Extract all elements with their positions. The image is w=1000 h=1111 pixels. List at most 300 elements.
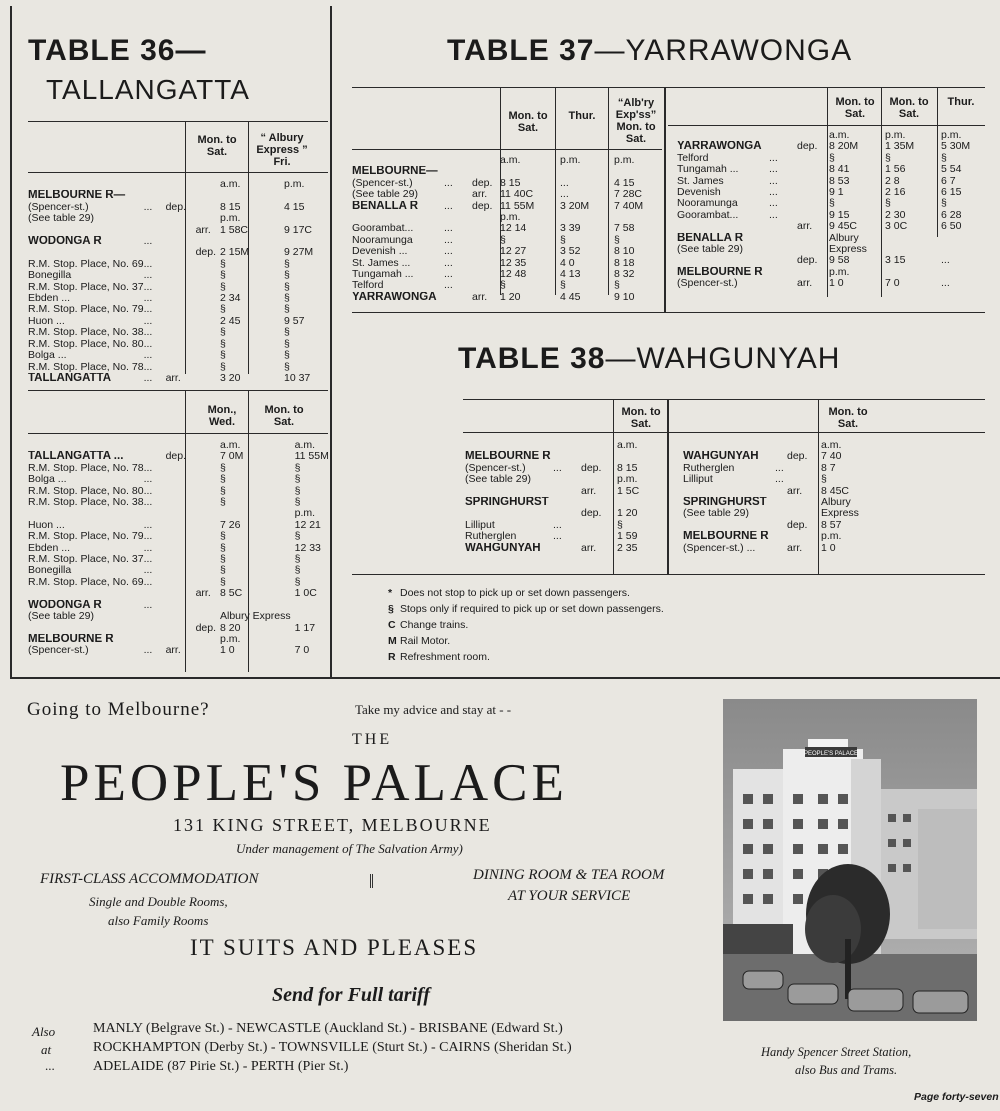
time-cell: § xyxy=(294,473,301,486)
time-cell: § xyxy=(294,530,301,543)
time-cell xyxy=(787,463,817,474)
t37-rule-d xyxy=(352,312,985,313)
time-cell: ... xyxy=(444,279,453,292)
time-cell: 11 40C xyxy=(500,188,534,201)
time-cell: ... xyxy=(143,303,153,316)
time-cell xyxy=(196,645,216,656)
time-cell xyxy=(196,486,216,497)
time-cell: § xyxy=(220,461,226,474)
time-cell xyxy=(196,474,216,485)
t37-right-header-2: Thur. xyxy=(947,96,975,108)
time-cell: ... xyxy=(775,461,784,474)
ad-address: 131 KING STREET, MELBOURNE xyxy=(173,815,492,835)
time-cell: p.m. xyxy=(885,129,906,141)
time-cell: dep. xyxy=(472,199,493,212)
time-cell: 1 56 xyxy=(885,163,906,176)
timetable-row xyxy=(465,486,665,497)
time-cell: § xyxy=(220,280,226,293)
time-cell: a.m. xyxy=(294,439,316,451)
station-cell: R.M. Stop. Place, No. 37 xyxy=(28,281,144,293)
time-cell: 2 35 xyxy=(617,541,638,554)
time-cell: 7 0 xyxy=(885,277,900,290)
time-cell: § xyxy=(829,197,835,210)
t37-right-header-1: Mon. to Sat. xyxy=(889,96,929,120)
legend-symbol: * xyxy=(388,587,393,599)
time-cell xyxy=(196,451,216,462)
legend-symbol: C xyxy=(388,619,396,631)
time-cell xyxy=(166,213,196,224)
time-cell: ... xyxy=(143,337,153,350)
time-cell: 2 15M xyxy=(220,246,250,259)
table36-subtitle: TALLANGATTA xyxy=(46,74,250,105)
time-cell: 9 17C xyxy=(284,223,313,236)
time-cell xyxy=(196,327,216,338)
legend xyxy=(388,585,664,665)
time-cell: Albury xyxy=(829,231,859,244)
station-cell: Bolga ... xyxy=(28,350,67,362)
timetable-row xyxy=(683,474,873,485)
time-cell: ... xyxy=(143,598,153,611)
time-cell: § xyxy=(500,233,506,246)
time-cell: § xyxy=(220,326,226,339)
station-cell xyxy=(28,508,144,519)
time-cell xyxy=(553,497,581,508)
time-cell: 1 20 xyxy=(617,507,638,520)
time-cell: 3 52 xyxy=(560,245,581,258)
time-cell xyxy=(166,554,196,565)
photo-caption-1: Handy Spencer Street Station, xyxy=(761,1045,912,1059)
frame-left xyxy=(10,6,12,678)
legend-symbol: M xyxy=(388,635,397,647)
time-cell xyxy=(166,304,196,315)
time-cell xyxy=(196,339,216,350)
station-cell: TALLANGATTA ... xyxy=(28,451,124,463)
divider-horizontal xyxy=(10,677,1000,679)
time-cell: 9 1 xyxy=(829,186,844,199)
time-cell xyxy=(196,190,216,201)
time-cell: § xyxy=(614,279,620,292)
time-cell xyxy=(291,600,355,611)
station-cell: MELBOURNE R— xyxy=(28,190,126,202)
time-cell xyxy=(166,316,196,327)
station-cell xyxy=(683,520,775,531)
time-cell: ... xyxy=(143,644,153,657)
time-cell xyxy=(444,155,472,166)
time-cell: dep. xyxy=(472,176,493,189)
time-cell xyxy=(937,233,993,244)
t36-bottom-header-0: Mon., Wed. xyxy=(207,404,237,428)
station-cell xyxy=(465,486,553,497)
time-cell: § xyxy=(220,360,226,373)
station-cell: R.M. Stop. Place, No. 80 xyxy=(28,485,144,497)
station-cell: Ebden ... xyxy=(28,542,71,554)
station-cell: (See table 29) xyxy=(28,213,94,225)
station-cell: Lilliput xyxy=(465,519,495,531)
timetable-row xyxy=(28,474,355,485)
time-cell: 2 30 xyxy=(885,208,906,221)
t37-right-header-0: Mon. to Sat. xyxy=(835,96,875,120)
time-cell: § xyxy=(220,257,226,270)
time-cell: 8 53 xyxy=(829,174,850,187)
time-cell xyxy=(769,267,797,278)
t36-rule-b xyxy=(28,172,328,173)
station-cell: Huon ... xyxy=(28,315,65,327)
time-cell: ... xyxy=(143,484,153,497)
time-cell: § xyxy=(284,257,290,270)
station-cell: (See table 29) xyxy=(352,189,418,201)
time-cell: arr. xyxy=(787,484,803,497)
timetable-row xyxy=(28,565,355,576)
time-cell xyxy=(166,508,196,519)
time-cell xyxy=(196,213,216,224)
timetable-row xyxy=(465,508,665,519)
time-cell: 4 0 xyxy=(560,256,575,269)
time-cell: 1 0 xyxy=(220,644,235,657)
station-cell: Nooramunga xyxy=(352,234,413,246)
ad-the: THE xyxy=(352,731,393,748)
time-cell: arr. xyxy=(472,188,488,201)
timetable-row xyxy=(465,474,665,485)
station-cell: (Spencer-st.) xyxy=(28,201,89,213)
table38-right xyxy=(683,440,873,554)
station-cell xyxy=(352,212,444,223)
t38-colrule-mid xyxy=(667,399,669,574)
table37-left xyxy=(352,155,666,303)
time-cell xyxy=(166,565,196,576)
station-cell: Telford xyxy=(352,280,384,292)
time-cell: a.m. xyxy=(220,439,241,451)
time-cell xyxy=(166,531,196,542)
time-cell: § xyxy=(284,269,290,282)
station-cell: WODONGA R xyxy=(28,236,102,248)
time-cell xyxy=(553,486,581,497)
time-cell xyxy=(196,304,216,315)
time-cell: ... xyxy=(143,292,153,305)
time-cell: 1 17 xyxy=(294,621,316,634)
time-cell: ... xyxy=(143,371,153,384)
time-cell: p.m. xyxy=(220,632,241,645)
ad-dots: ... xyxy=(45,1058,55,1073)
legend-item xyxy=(388,649,664,665)
time-cell xyxy=(166,350,196,361)
timetable-row xyxy=(28,623,355,634)
station-cell: R.M. Stop. Place, No. 69 xyxy=(28,576,144,588)
time-cell: 7 26 xyxy=(220,518,241,531)
time-cell xyxy=(787,497,817,508)
table37-title: TABLE 37—YARRAWONGA xyxy=(447,34,853,67)
time-cell: § xyxy=(829,151,835,164)
time-cell: § xyxy=(885,151,891,164)
timetable-row xyxy=(677,278,993,289)
station-cell: (Spencer-st.) ... xyxy=(683,542,756,554)
station-cell: (Spencer-st.) xyxy=(465,462,526,474)
time-cell: 8 20M xyxy=(829,140,859,153)
time-cell xyxy=(797,233,829,244)
time-cell xyxy=(769,278,797,289)
time-cell: § xyxy=(294,496,301,509)
timetable-row xyxy=(352,155,666,166)
time-cell xyxy=(196,350,216,361)
time-cell xyxy=(769,221,797,232)
timetable-row xyxy=(28,611,355,622)
station-cell: Devenish xyxy=(677,187,721,199)
time-cell: § xyxy=(220,541,226,554)
time-cell xyxy=(166,179,196,190)
time-cell xyxy=(797,187,829,198)
time-cell: arr. xyxy=(797,277,813,290)
t36-rule-d xyxy=(28,433,328,434)
station-cell xyxy=(28,179,144,190)
time-cell xyxy=(775,486,787,497)
time-cell: 1 35M xyxy=(885,140,915,153)
time-cell: ... xyxy=(444,222,453,235)
time-cell xyxy=(769,233,797,244)
time-cell: 7 40 xyxy=(821,450,842,463)
time-cell xyxy=(581,440,613,451)
time-cell: a.m. xyxy=(829,129,850,141)
station-cell: (Spencer-st.) xyxy=(677,278,738,290)
time-cell: 10 37 xyxy=(284,371,311,384)
legend-text: Does not stop to pick up or set down passengers. xyxy=(400,587,630,599)
ad-advice: Take my advice and stay at - - xyxy=(355,702,512,717)
time-cell: 6 7 xyxy=(941,174,956,187)
time-cell xyxy=(166,543,196,554)
station-cell: (See table 29) xyxy=(677,244,743,256)
time-cell: § xyxy=(500,279,506,292)
station-cell: Lilliput xyxy=(683,474,713,486)
time-cell xyxy=(775,531,787,542)
time-cell xyxy=(166,611,196,622)
time-cell: 12 48 xyxy=(500,268,527,281)
t38-left-header: Mon. to Sat. xyxy=(621,406,661,430)
time-cell: dep. xyxy=(581,507,602,520)
time-cell xyxy=(166,339,196,350)
time-cell xyxy=(144,623,166,634)
station-cell: TALLANGATTA xyxy=(28,372,112,384)
ad-branches-3: ADELAIDE (87 Pirie St.) - PERTH (Pier St.) xyxy=(93,1059,349,1074)
time-cell xyxy=(881,233,937,244)
time-cell: arr. xyxy=(165,371,181,384)
time-cell xyxy=(144,179,166,190)
time-cell: 9 15 xyxy=(829,208,850,221)
time-cell xyxy=(196,373,216,384)
timetable-row xyxy=(28,350,344,361)
time-cell: dep. xyxy=(195,246,216,259)
time-cell: 4 13 xyxy=(560,268,581,281)
station-cell xyxy=(352,155,444,166)
timetable-row xyxy=(683,520,873,531)
timetable-row xyxy=(28,247,344,258)
building-photo xyxy=(723,699,977,1021)
time-cell xyxy=(166,293,196,304)
time-cell: dep. xyxy=(581,461,602,474)
time-cell: p.m. xyxy=(500,211,521,224)
station-cell: YARRAWONGA xyxy=(352,291,437,303)
timetable-row xyxy=(28,463,355,474)
time-cell: 1 58C xyxy=(220,223,249,236)
timetable-row xyxy=(352,246,666,257)
time-cell: ... xyxy=(444,199,453,212)
station-cell xyxy=(465,508,553,519)
timetable-row xyxy=(465,440,665,451)
time-cell: § xyxy=(294,461,301,474)
time-cell: arr. xyxy=(195,587,211,600)
time-cell: § xyxy=(941,151,947,164)
time-cell: § xyxy=(560,233,566,246)
time-cell: § xyxy=(220,269,226,282)
t36-top-header-0: Mon. to Sat. xyxy=(197,134,237,158)
legend-item xyxy=(388,633,664,649)
station-cell xyxy=(465,440,553,451)
table36-top xyxy=(28,179,344,384)
timetable-row xyxy=(28,327,344,338)
time-cell xyxy=(581,474,613,485)
legend-symbol: R xyxy=(388,651,396,663)
time-cell: § xyxy=(614,233,620,246)
time-cell xyxy=(166,486,196,497)
time-cell xyxy=(196,463,216,474)
time-cell: a.m. xyxy=(500,154,521,166)
time-cell: 1 20 xyxy=(500,290,521,303)
time-cell: 12 35 xyxy=(500,256,527,269)
time-cell: p.m. xyxy=(614,154,635,166)
time-cell: 7 58 xyxy=(614,222,635,235)
time-cell: 11 55M xyxy=(500,199,535,212)
time-cell: dep. xyxy=(787,450,808,463)
time-cell: ... xyxy=(143,461,153,474)
ad-suits: IT SUITS AND PLEASES xyxy=(190,935,479,960)
time-cell: ... xyxy=(143,349,153,362)
time-cell: ... xyxy=(143,564,153,577)
time-cell: ... xyxy=(143,326,153,339)
time-cell: 1 0 xyxy=(829,277,844,290)
t38-rule-b xyxy=(463,432,985,433)
time-cell: § xyxy=(617,518,623,531)
station-cell: (Spencer-st.) xyxy=(352,177,413,189)
time-cell xyxy=(166,327,196,338)
time-cell: 8 15 xyxy=(220,200,241,213)
time-cell: 12 27 xyxy=(500,245,527,258)
time-cell xyxy=(581,520,613,531)
time-cell xyxy=(769,130,797,141)
time-cell: ... xyxy=(143,496,153,509)
time-cell: 9 45C xyxy=(829,220,858,233)
time-cell xyxy=(196,554,216,565)
time-cell: ... xyxy=(941,254,950,267)
station-cell: R.M. Stop. Place, No. 79 xyxy=(28,531,144,543)
timetable-row xyxy=(28,554,355,565)
station-cell: R.M. Stop. Place, No. 37 xyxy=(28,554,144,566)
station-cell: BENALLA R xyxy=(352,200,419,212)
station-cell: R.M. Stop. Place, No. 80 xyxy=(28,338,144,350)
station-cell xyxy=(683,440,775,451)
time-cell: 8 57 xyxy=(821,518,842,531)
station-cell: Devenish ... xyxy=(352,246,408,258)
time-cell: ... xyxy=(143,541,153,554)
ad-dining1: DINING ROOM & TEA ROOM xyxy=(473,867,665,883)
time-cell: 1 59 xyxy=(617,530,638,543)
time-cell xyxy=(472,269,500,280)
station-cell: Bolga ... xyxy=(28,474,67,486)
time-cell xyxy=(166,623,196,634)
time-cell: Express xyxy=(829,243,867,256)
time-cell: 3 15 xyxy=(885,254,906,267)
time-cell: ... xyxy=(769,151,778,164)
legend-text: Rail Motor. xyxy=(400,635,451,647)
time-cell: arr. xyxy=(472,290,488,303)
time-cell: 2 16 xyxy=(885,186,906,199)
time-cell: ... xyxy=(444,245,453,258)
timetable-row xyxy=(683,531,873,542)
time-cell xyxy=(280,213,344,224)
time-cell: § xyxy=(220,473,226,486)
station-cell: MELBOURNE R xyxy=(465,451,551,463)
timetable-row xyxy=(677,221,993,232)
time-cell xyxy=(166,225,196,236)
station-cell: MELBOURNE— xyxy=(352,166,438,178)
timetable-row xyxy=(28,486,355,497)
t36-rule-a xyxy=(28,121,328,122)
station-cell: Bonegilla xyxy=(28,565,72,577)
time-cell: p.m. xyxy=(560,154,581,166)
station-cell: BENALLA R xyxy=(677,232,744,244)
station-cell: WODONGA R xyxy=(28,599,102,611)
time-cell xyxy=(553,543,581,554)
time-cell: 2 45 xyxy=(220,314,241,327)
timetable-row xyxy=(683,440,873,451)
time-cell: § xyxy=(560,279,566,292)
time-cell xyxy=(196,362,216,373)
time-cell: dep. xyxy=(797,254,818,267)
time-cell xyxy=(775,508,787,519)
station-cell: Rutherglen xyxy=(683,462,735,474)
station-cell: (See table 29) xyxy=(683,508,749,520)
time-cell: 1 0 xyxy=(821,541,836,554)
time-cell xyxy=(144,440,166,451)
time-cell: 8 41 xyxy=(829,163,850,176)
time-cell xyxy=(769,244,797,255)
time-cell xyxy=(196,259,216,270)
time-cell: 6 50 xyxy=(941,220,962,233)
time-cell: ... xyxy=(143,360,153,373)
timetable-row xyxy=(28,543,355,554)
time-cell xyxy=(144,588,166,599)
time-cell xyxy=(553,440,581,451)
timetable-row xyxy=(28,293,344,304)
time-cell: ... xyxy=(553,530,562,543)
station-cell: R.M. Stop. Place, No. 38 xyxy=(28,327,144,339)
table37-right xyxy=(677,130,993,290)
time-cell: p.m. xyxy=(220,212,241,225)
time-cell xyxy=(775,497,787,508)
time-cell: 7 0 xyxy=(294,644,310,657)
time-cell xyxy=(166,236,196,247)
time-cell: dep. xyxy=(165,200,186,213)
time-cell: ... xyxy=(941,277,950,290)
time-cell: 5 30M xyxy=(941,140,971,153)
t37-left-header-2: “Alb'ry Exp'ss” Mon. to Sat. xyxy=(615,97,657,145)
time-cell xyxy=(166,270,196,281)
station-cell xyxy=(677,255,769,266)
timetable-row xyxy=(28,225,344,236)
time-cell: 11 55M xyxy=(294,450,329,463)
station-cell: Huon ... xyxy=(28,519,65,531)
time-cell: 7 0M xyxy=(220,450,244,463)
ad-management: Under management of The Salvation Army) xyxy=(236,841,463,856)
timetable-row xyxy=(28,316,344,327)
time-cell xyxy=(797,164,829,175)
time-cell xyxy=(444,292,472,303)
